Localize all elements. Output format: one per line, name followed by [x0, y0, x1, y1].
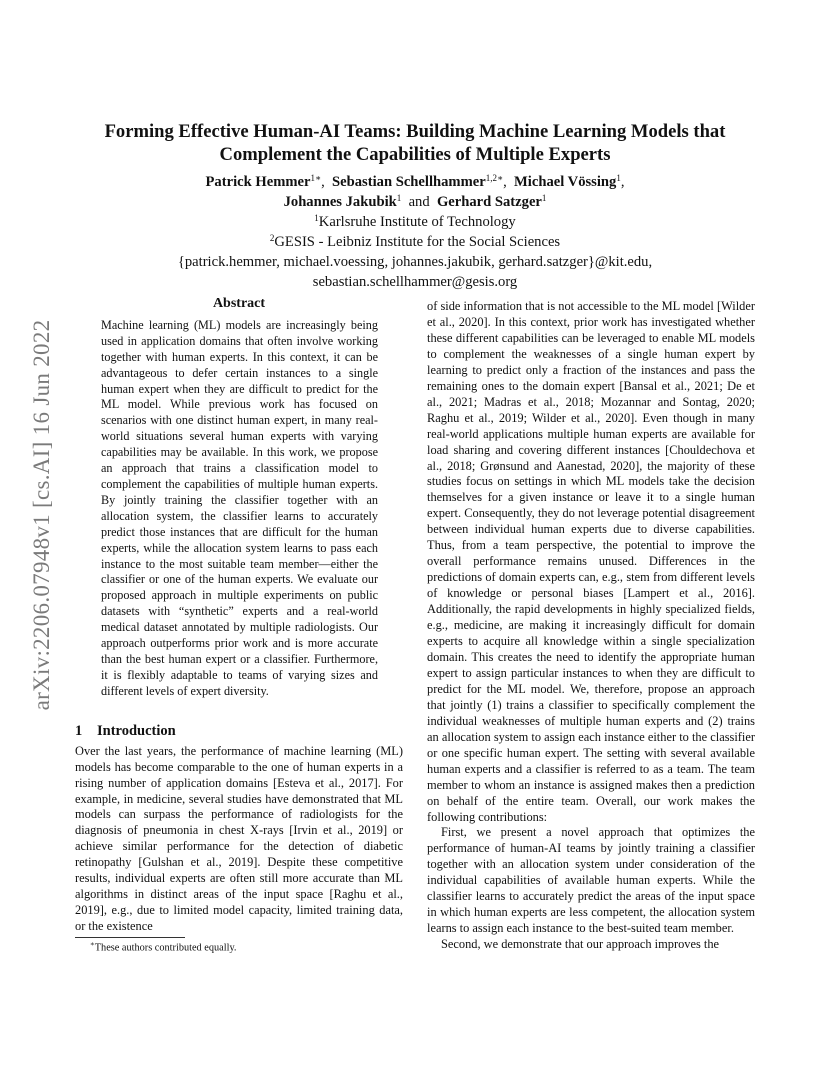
- affiliation-1: [80, 212, 750, 232]
- section-title: Introduction: [97, 722, 176, 739]
- affil-text: GESIS - Leibniz Institute for the Social Sciences: [274, 234, 561, 250]
- left-column: [75, 296, 403, 935]
- author-name: Michael Vössing: [514, 174, 617, 190]
- author-name: Johannes Jakubik: [283, 194, 397, 210]
- paper-title: [80, 120, 750, 166]
- footnote-mark: ∗: [90, 940, 95, 948]
- author-affil-mark: 1: [396, 193, 402, 203]
- author-line-2: [80, 192, 750, 212]
- title-line-2: Complement the Capabilities of Multiple Experts: [219, 144, 611, 165]
- abstract-text: Machine learning (ML) models are increasingly being used in application domains that often involve working together with human experts. In this context, it can be advantageous to defer certain instances to a single human expert when they are difficult to predict for the ML model. While previous work has focused on scenarios with one distinct human expert, in many real-world situations several human experts with varying capabilities may be available. In this work, we propose an approach that trains a classification model to complement the capabilities of multiple human experts. By jointly training the classifier together with an allocation system, the classifier learns to accurately predict those instances that are difficult for the human experts, while the allocation system learns to pass each instance to the most suitable team member—either the classifier or one of the human experts. We evaluate our proposed approach in multiple experiments on public datasets with “synthetic” experts and a real-world medical dataset annotated by multiple radiologists. Our approach outperforms prior work and is more accurate than the best human expert or a classifier. Furthermore, it is flexibly adaptable to teams of varying sizes and different levels of expert diversity.: [101, 317, 378, 698]
- author-name: Gerhard Satzger: [436, 194, 542, 210]
- affil-mark: 2: [269, 233, 275, 243]
- section-heading-introduction: [75, 724, 403, 740]
- author-name: Patrick Hemmer: [205, 174, 311, 190]
- affiliation-2: [80, 232, 750, 252]
- footnote-text: These authors contributed equally.: [94, 942, 237, 954]
- author-affil-mark: 1,2∗: [485, 173, 504, 183]
- author-affil-mark: 1: [616, 173, 621, 183]
- author-block: [80, 172, 750, 292]
- affil-text: Karlsruhe Institute of Technology: [318, 214, 516, 230]
- author-name: Sebastian Schellhammer: [332, 174, 486, 190]
- author-conjunction: and: [408, 194, 430, 210]
- footnote: [90, 940, 237, 953]
- intro-paragraph-1-continued: of side information that is not accessible to the ML model [Wilder et al., 2020]. In this context, prior work has investigated whether these different capabilities can be leveraged to enable ML models to complement the weaknesses of a single human expert by learning to predict only a fraction of the instances and pass the remaining ones to the domain expert [Bansal et al., 2021; De et al., 2021; Madras et al., 2018; Mozannar and Sontag, 2020; Raghu et al., 2019; Wilder et al., 2020]. Even though in many real-world applications multiple human experts are available for load sharing and covering different instances [Chouldechova et al., 2018; Grønsund and Aanestad, 2020], the majority of these studies focus on settings in which ML models take the decision themselves for a given instance or leave it to a single human expert. Consequently, they do not leverage potential disagreement between individual human experts due to diverse capabilities. Thus, from a team perspective, the potential to improve the overall performance remains unused. Differences in the predictions of domain experts can, e.g., stem from different levels of knowledge or personal biases [Lampert et al., 2016]. Additionally, the rapid developments in highly specialized fields, e.g., medicine, are making it increasingly difficult for domain experts to acquire all knowledge within a single specialization domain. This creates the need to identify the appropriate human expert to assign particular instances to when they are difficult to predict for the ML model. We, therefore, propose an approach that jointly (1) trains a classifier to specifically complement the individual weaknesses of multiple human experts and (2) trains an allocation system to assign each instance either to the classifier or one specific human expert. The setting with several available human experts and a classifier is referred to as a team. The team member to whom an instance is assigned makes then a prediction on behalf of the entire team. Overall, our work makes the following contributions:: [427, 299, 755, 824]
- author-affil-mark: 1∗: [310, 173, 322, 183]
- intro-paragraph-3: Second, we demonstrate that our approach improves the: [441, 937, 720, 952]
- arxiv-stamp: [22, 300, 62, 730]
- intro-paragraph-1: Over the last years, the performance of machine learning (ML) models has become comparable to the one of human experts in a rising number of application domains [Esteva et al., 2017]. For example, in medicine, several studies have demonstrated that ML models can surpass the performance of radiologists for the diagnosis of pneumonia in chest X-rays [Irvin et al., 2019] or achieve similar performance for the detection of diabetic retinopathy [Gulshan et al., 2019]. Despite these competitive results, individual experts are often still more accurate than ML algorithms in distinct areas of the input space [Raghu et al., 2019], e.g., due to limited model capacity, limited training data, or the existence: [75, 743, 403, 934]
- emails-line-2: sebastian.schellhammer@gesis.org: [312, 274, 518, 290]
- intro-paragraph-2: First, we present a novel approach that optimizes the performance of human-AI teams by jointly training a classifier together with an allocation system under consideration of the individual capabilities of available human experts. While the classifier learns to accurately predict the areas of the input space in which human experts are less competent, the allocation system learns to assign each instance to the best-suited team member.: [427, 825, 755, 936]
- footnote-divider: [75, 937, 185, 938]
- author-affil-mark: 1: [541, 193, 547, 203]
- affil-mark: 1: [314, 213, 319, 223]
- arxiv-id: arXiv:2206.07948v1 [cs.AI] 16 Jun 2022: [29, 319, 54, 711]
- title-line-1: Forming Effective Human-AI Teams: Building Machine Learning Models that: [104, 121, 726, 142]
- section-number: 1: [75, 722, 83, 739]
- abstract-heading: Abstract: [212, 296, 266, 311]
- emails-line-1: {patrick.hemmer, michael.voessing, johannes.jakubik, gerhard.satzger}@kit.edu,: [177, 254, 653, 270]
- right-column: [427, 299, 755, 953]
- author-line-1: Patrick Hemmer$^{1∗}$, Sebastian Schellhammer$^{1,2∗}$, Michael Vössing$^1$,: [205, 173, 625, 190]
